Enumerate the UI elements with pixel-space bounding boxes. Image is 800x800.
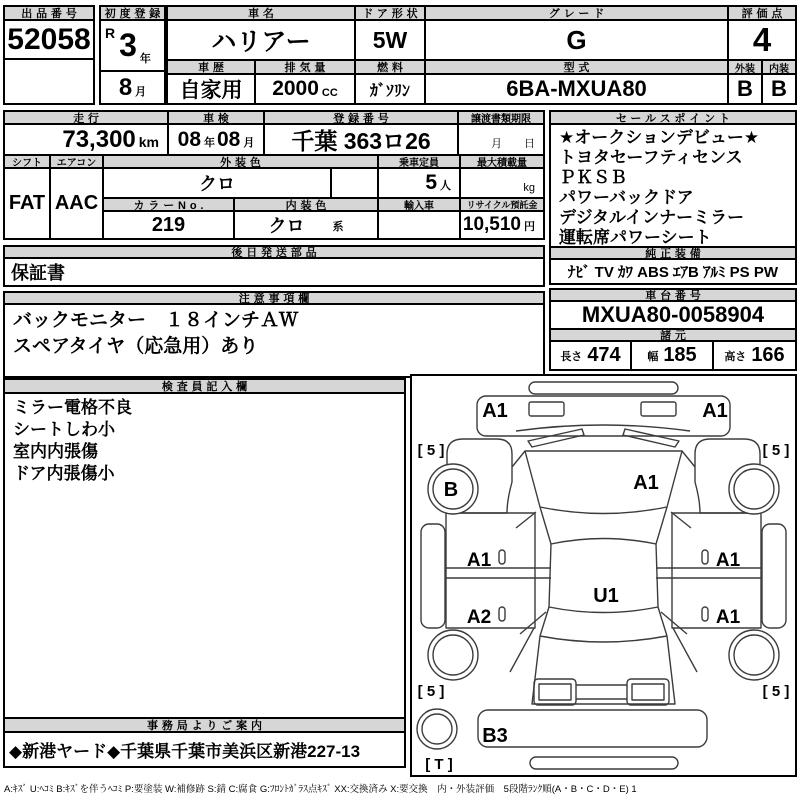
mileage-value xyxy=(3,123,169,156)
shaken-value xyxy=(167,123,265,156)
displacement-unit: CC xyxy=(321,87,338,99)
lot-number-header: 出品番号 xyxy=(3,5,95,21)
inspector-line: ドア内張傷小 xyxy=(13,464,115,483)
notes-list xyxy=(3,303,545,378)
recycle-deposit-header: リサイクル預託金 xyxy=(459,197,545,212)
reg-year: 3 xyxy=(119,27,137,63)
door-handle-front-left xyxy=(499,550,505,564)
mark-door-rear-left: A2 xyxy=(466,607,492,628)
shaken-year-unit: 年 xyxy=(204,137,215,149)
rocker-left xyxy=(421,524,445,628)
dimension-height xyxy=(712,340,797,371)
exterior-grade-value: B xyxy=(727,73,763,105)
front-panel xyxy=(477,396,730,436)
wheel-rear-right-inner xyxy=(734,635,774,675)
aircon-value: AAC xyxy=(49,167,104,240)
car-top-view xyxy=(412,376,795,775)
mark-windshield: A1 xyxy=(633,472,659,494)
first-registration-year xyxy=(99,19,166,72)
mark-roof: U1 xyxy=(593,585,619,607)
model-code-value: 6BA-MXUA80 xyxy=(424,73,729,105)
shaken-month-unit: 月 xyxy=(243,137,255,149)
exterior-grade-header: 外装 xyxy=(727,59,763,75)
door-handle-front-right xyxy=(702,550,708,564)
interior-grade-value: B xyxy=(761,73,797,105)
exterior-color-header: 外装色 xyxy=(102,154,379,169)
rear-bumper xyxy=(478,710,707,747)
mark-tire-rear-right: [ 5 ] xyxy=(762,683,790,700)
mark-front-left: A1 xyxy=(482,400,508,422)
displacement-header: 排気量 xyxy=(254,59,356,75)
era-letter: R xyxy=(105,25,116,41)
note-line: スペアタイヤ（応急用）あり xyxy=(13,336,259,357)
legend-text: A:ｷｽﾞ U:ﾍｺﾐ B:ｷｽﾞを伴うﾍｺﾐ P:要塗装 W:補修跡 S:錆 C:腐食 G:ﾌﾛﾝﾄｶﾞﾗｽ点ｷｽﾞ XX:交換済み X:要交換 内・外装評価 5段階ﾗﾝｸ順(A・B・C・D・E) 1 xyxy=(4,784,637,795)
width-label: 幅 xyxy=(647,350,659,363)
plate-right-outer xyxy=(627,679,669,705)
first-registration-month xyxy=(99,70,166,105)
interior-color-header: 内装色 xyxy=(233,197,379,212)
car-name-value: ハリアー xyxy=(166,19,356,61)
wiper-right xyxy=(623,429,679,447)
width-value: 185 xyxy=(663,344,697,366)
sales-points-header: セールスポイント xyxy=(549,110,797,125)
dimension-length xyxy=(549,340,632,371)
exterior-color-value: クロ xyxy=(102,167,332,199)
headlight-left xyxy=(529,402,564,416)
import-value xyxy=(377,210,461,240)
sales-point-line: デジタルインナーミラー xyxy=(559,208,745,227)
sales-point-line: ★オークションデビュー★ xyxy=(559,128,760,147)
sales-point-line: トヨタセーフティセンス xyxy=(559,148,743,167)
interior-grade-header: 内装 xyxy=(761,59,797,75)
later-parts-header: 後日発送部品 xyxy=(3,245,545,259)
reg-month-unit: 月 xyxy=(135,86,147,98)
door-handle-rear-right xyxy=(702,607,708,621)
color-no-header: カラーNo. xyxy=(102,197,235,212)
grade-value: G xyxy=(424,19,729,61)
mark-rear-bumper: B3 xyxy=(482,725,508,747)
height-label: 高さ xyxy=(724,350,747,363)
shift-value: FAT xyxy=(3,167,51,240)
mark-spare-tire: [ T ] xyxy=(425,756,453,773)
office-notice-header: 事務局よりご案内 xyxy=(3,717,406,733)
capacity-value xyxy=(377,167,461,199)
mark-tire-front-right: [ 5 ] xyxy=(762,442,790,459)
capacity-number: 5 xyxy=(425,171,437,194)
reg-year-unit: 年 xyxy=(139,53,151,65)
rear-bumper-strip xyxy=(530,757,678,769)
displacement-value xyxy=(254,73,356,105)
sales-point-line: パワーバックドア xyxy=(559,188,694,207)
inspector-notes-header: 検査員記入欄 xyxy=(3,378,406,394)
lot-number-value: 52058 xyxy=(3,19,95,60)
height-value: 166 xyxy=(751,344,785,366)
score-header: 評価点 xyxy=(727,5,797,21)
damage-diagram xyxy=(410,374,797,777)
mark-front-right: A1 xyxy=(702,400,728,422)
wheel-front-right-inner xyxy=(734,469,774,509)
mileage-unit: km xyxy=(138,134,159,150)
shaken-month: 08 xyxy=(217,127,241,151)
history-value: 自家用 xyxy=(166,73,256,105)
import-header: 輸入車 xyxy=(377,197,461,212)
shaken-year: 08 xyxy=(177,127,201,151)
interior-color-suffix: 系 xyxy=(332,221,344,233)
capacity-unit: 人 xyxy=(440,180,451,192)
inspector-notes-list xyxy=(3,392,406,719)
max-load-header: 最大積載量 xyxy=(459,154,545,169)
displacement-number: 2000 xyxy=(272,77,319,100)
shaken-header: 車検 xyxy=(167,110,265,125)
fuel-value: ｶﾞｿﾘﾝ xyxy=(354,73,426,105)
mark-door-front-left: A1 xyxy=(466,550,492,571)
inspector-line: シートしわ小 xyxy=(13,420,115,439)
interior-color-value xyxy=(233,210,379,240)
history-header: 車歴 xyxy=(166,59,256,75)
sales-points-list xyxy=(549,123,797,248)
front-bumper-strip xyxy=(529,382,678,394)
spare-tire-circle-inner xyxy=(422,714,452,744)
recycle-unit: 円 xyxy=(524,221,535,233)
tailgate-shape xyxy=(532,636,675,704)
interior-color-name: クロ xyxy=(268,216,305,236)
plate-left-inner xyxy=(539,684,571,700)
score-value: 4 xyxy=(727,19,797,61)
dimension-width xyxy=(630,340,714,371)
door-handle-rear-left xyxy=(499,607,505,621)
mark-door-front-right: A1 xyxy=(715,550,741,571)
door-shape-value: 5W xyxy=(354,19,426,61)
max-load-value: kg xyxy=(459,167,545,199)
length-label: 長さ xyxy=(560,350,583,363)
wiper-left xyxy=(528,429,584,447)
registration-number-value: 千葉 363ロ26 xyxy=(263,123,459,156)
mark-tire-rear-left: [ 5 ] xyxy=(417,683,445,700)
inspector-line: 室内内張傷 xyxy=(13,442,98,461)
color-no-value: 219 xyxy=(102,210,235,240)
door-divider-lines xyxy=(446,568,761,578)
notes-header: 注意事項欄 xyxy=(3,291,545,305)
mark-tire-front-left: [ 5 ] xyxy=(417,442,445,459)
chassis-number-header: 車台番号 xyxy=(549,288,797,302)
plate-connector-lines xyxy=(576,685,627,699)
reg-month: 8 xyxy=(118,73,133,101)
first-registration-header: 初度登録 xyxy=(99,5,166,21)
oem-equipment-value: ﾅﾋﾞ TV ｶﾜ ABS ｴｱB ｱﾙﾐ PS PW xyxy=(549,258,797,285)
capacity-header: 乗車定員 xyxy=(377,154,461,169)
plate-left-outer xyxy=(534,679,576,705)
recycle-number: 10,510 xyxy=(462,214,521,235)
cowl-line xyxy=(516,425,690,431)
sales-point-line: ＰＫＳＢ xyxy=(559,168,627,187)
oem-equipment-header: 純正装備 xyxy=(549,246,797,260)
rocker-right xyxy=(762,524,786,628)
mileage-number: 73,300 xyxy=(62,125,136,153)
exterior-color-suffix-cell xyxy=(330,167,379,199)
length-value: 474 xyxy=(587,344,621,366)
mileage-header: 走行 xyxy=(3,110,169,125)
office-notice-value: ◆新港ヤード◆千葉県千葉市美浜区新港227-13 xyxy=(3,731,406,768)
mark-door-rear-right: A1 xyxy=(715,607,741,628)
plate-right-inner xyxy=(632,684,664,700)
registration-number-header: 登録番号 xyxy=(263,110,459,125)
recycle-deposit-value xyxy=(459,210,545,240)
aircon-header: エアコン xyxy=(49,154,104,169)
wheel-rear-left-inner xyxy=(433,635,473,675)
lot-number-empty xyxy=(3,58,95,105)
shift-header: シフト xyxy=(3,154,51,169)
headlight-right xyxy=(641,402,676,416)
grade-header: グレード xyxy=(424,5,729,21)
model-code-header: 型式 xyxy=(424,59,729,75)
car-name-header: 車名 xyxy=(166,5,356,21)
mark-wheel-front-left: B xyxy=(443,479,459,501)
transfer-docs-value: 月 日 xyxy=(457,123,545,156)
a-pillar-lines xyxy=(512,451,695,467)
sales-point-line: 運転席パワーシート xyxy=(559,228,712,247)
fuel-header: 燃料 xyxy=(354,59,426,75)
chassis-number-value: MXUA80-0058904 xyxy=(549,300,797,330)
transfer-docs-header: 譲渡書類期限 xyxy=(457,110,545,125)
door-shape-header: ドア形状 xyxy=(354,5,426,21)
note-line: バックモニター １８インチＡＷ xyxy=(13,310,299,331)
inspector-line: ミラー電格不良 xyxy=(13,398,132,417)
later-parts-value: 保証書 xyxy=(3,257,545,287)
dimensions-header: 諸元 xyxy=(549,328,797,342)
